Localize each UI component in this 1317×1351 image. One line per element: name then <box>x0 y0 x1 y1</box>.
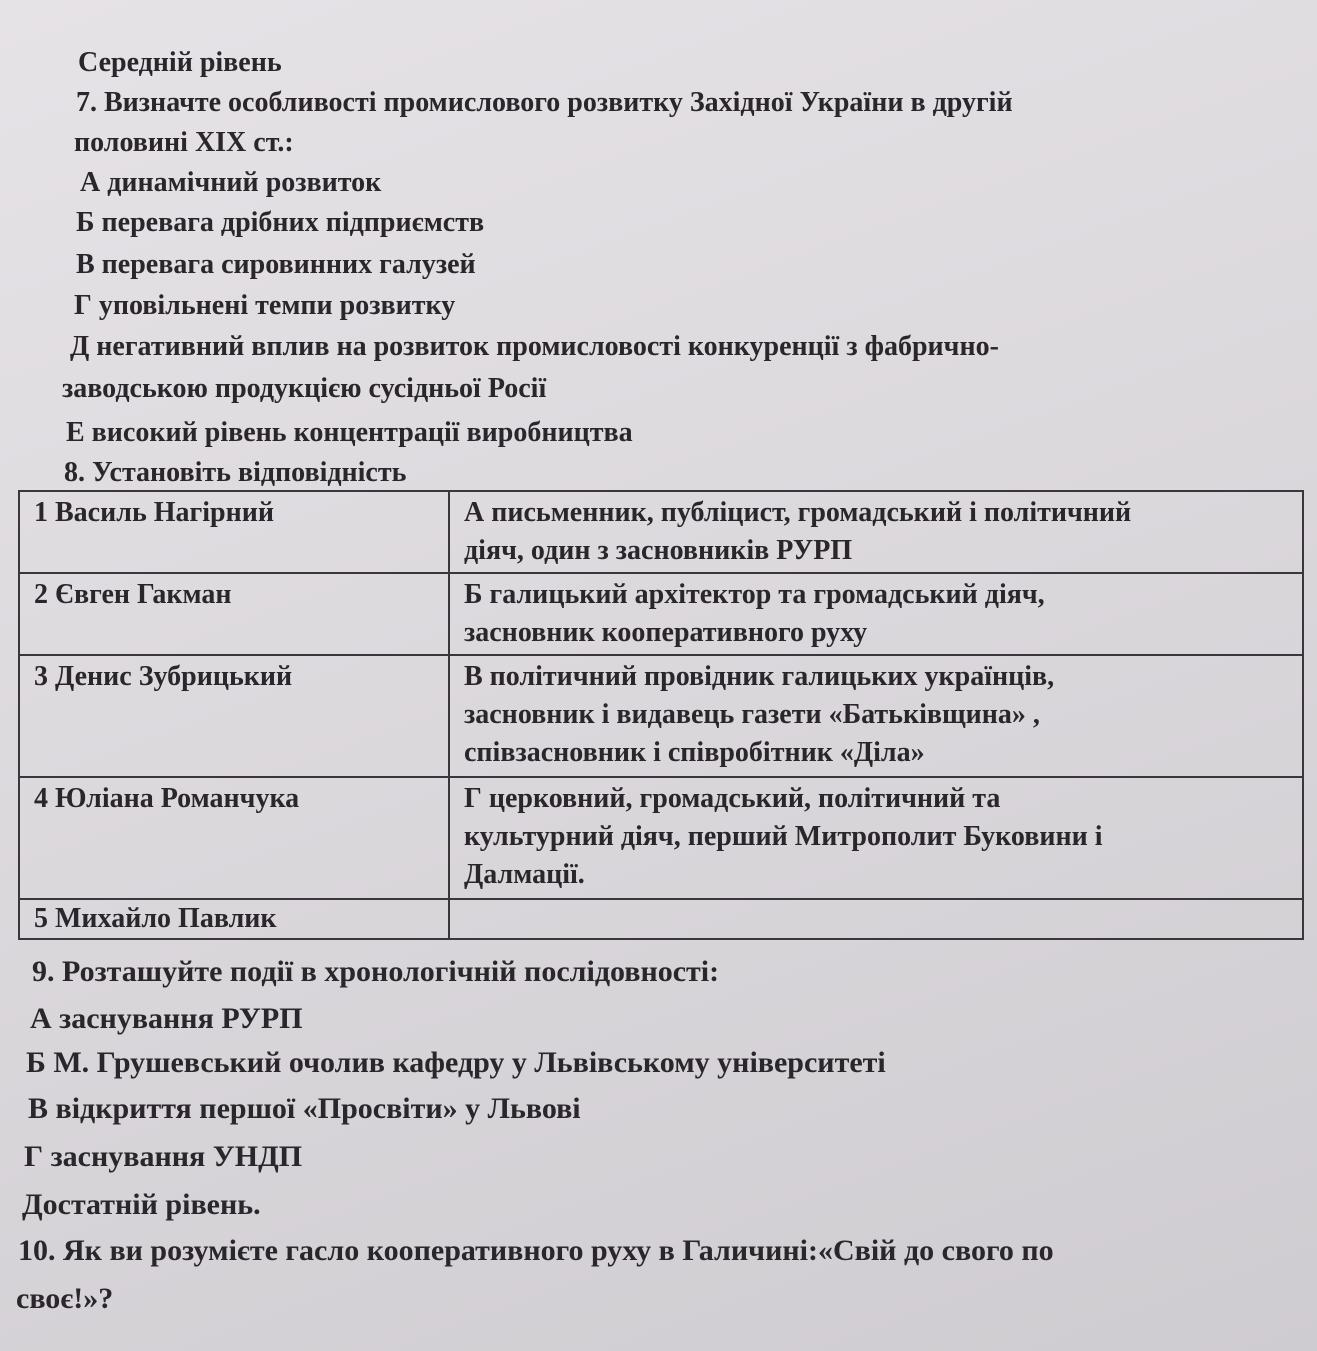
question-10-text: 10. Як ви розумієте гасло кооперативного руху в Галичині:«Свій до свого по <box>18 1234 1054 1267</box>
description-line: засновник кооперативного руху <box>464 617 868 648</box>
question-9-title: 9. Розташуйте події в хронологічній послідовності: <box>32 955 720 988</box>
person-cell: 4 Юліана Романчука <box>19 777 449 899</box>
q9-option-g: Г заснування УНДП <box>24 1140 303 1173</box>
description-line: Б галицький архітектор та громадський діяч, <box>464 579 1045 610</box>
description-line: В політичний провідник галицьких українців, <box>464 661 1055 692</box>
description-cell <box>449 655 1303 777</box>
question-7-text: 7. Визначте особливості промислового розвитку Західної України в другій <box>76 87 1013 118</box>
description-line: культурний діяч, перший Митрополит Буковини і <box>464 821 1103 852</box>
description-cell <box>449 491 1303 573</box>
table-row <box>19 655 1303 777</box>
q7-option-a: А динамічний розвиток <box>80 167 382 198</box>
matching-table <box>18 490 1304 940</box>
description-cell <box>449 573 1303 655</box>
description-cell-empty <box>449 899 1303 939</box>
section-heading-medium: Середній рівень <box>78 47 282 78</box>
q7-option-v: В перевага сировинних галузей <box>76 249 476 280</box>
q7-option-g: Г уповільнені темпи розвитку <box>74 290 456 321</box>
question-8-title: 8. Установіть відповідність <box>64 457 407 488</box>
table-row <box>19 573 1303 655</box>
person-cell: 5 Михайло Павлик <box>19 899 449 939</box>
person-cell: 3 Денис Зубрицький <box>19 655 449 777</box>
q7-option-b: Б перевага дрібних підприємств <box>76 207 485 238</box>
q7-option-d-cont: заводською продукцією сусідньої Росії <box>62 373 547 404</box>
person-cell: 1 Василь Нагірний <box>19 491 449 573</box>
table-row <box>19 777 1303 899</box>
person-cell: 2 Євген Гакман <box>19 573 449 655</box>
table-row <box>19 899 1303 939</box>
description-line: співзасновник і співробітник «Діла» <box>464 737 925 768</box>
description-line: Г церковний, громадський, політичний та <box>464 783 1001 814</box>
description-cell <box>449 777 1303 899</box>
section-heading-sufficient: Достатній рівень. <box>22 1188 261 1221</box>
question-7-text-cont: половині XIX ст.: <box>74 127 294 158</box>
q9-option-b: Б М. Грушевський очолив кафедру у Львівському університеті <box>26 1046 886 1079</box>
q9-option-v: В відкриття першої «Просвіти» у Львові <box>28 1092 581 1125</box>
table-row <box>19 491 1303 573</box>
q9-option-a: А заснування РУРП <box>30 1002 303 1035</box>
description-line: А письменник, публіцист, громадський і політичний <box>464 497 1132 528</box>
description-line: засновник і видавець газети «Батьківщина» , <box>464 699 1040 730</box>
question-10-text-cont: своє!»? <box>16 1282 114 1315</box>
description-line: Далмації. <box>464 859 585 890</box>
q7-option-d: Д негативний вплив на розвиток промисловості конкуренції з фабрично- <box>70 331 999 362</box>
description-line: діяч, один з засновників РУРП <box>464 535 853 566</box>
q7-option-e: Е високий рівень концентрації виробництва <box>66 417 633 448</box>
